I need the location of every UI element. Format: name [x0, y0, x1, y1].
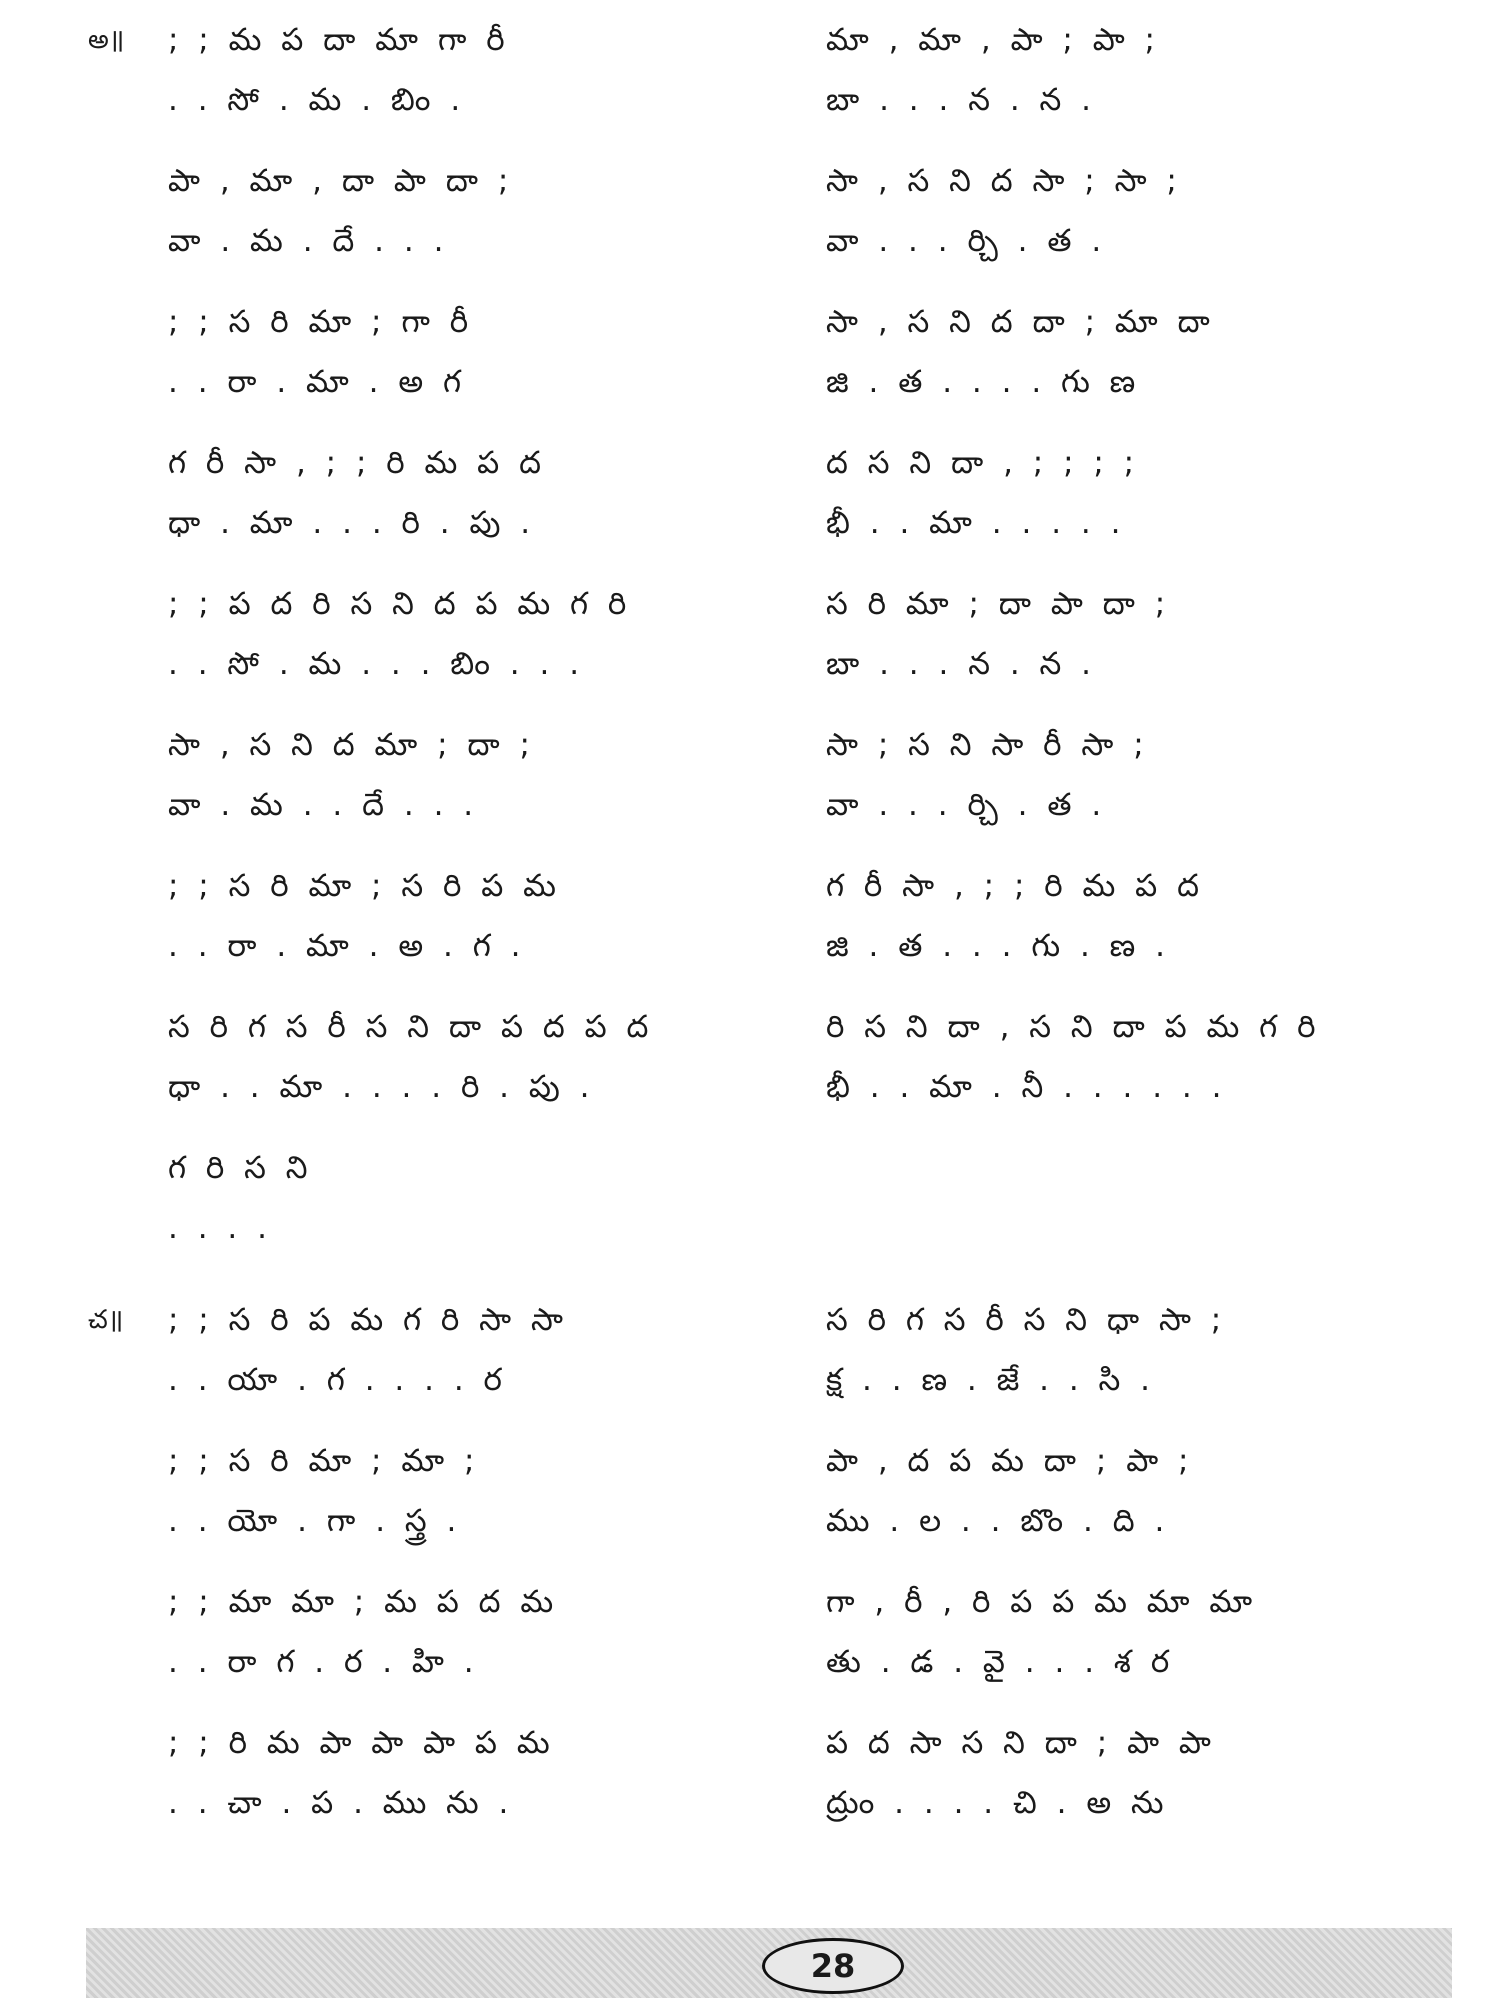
swara-line: ; ; స రి మా ; మా ;	[168, 1443, 480, 1479]
lyric-line: క్ష . . ణ . జే . . సి .	[826, 1362, 1156, 1398]
stanza	[826, 1290, 1466, 1431]
lyric-line: వా . మ . . దే . . .	[168, 787, 479, 823]
lyric-line: . . సో . మ . . . బిం . . .	[168, 646, 585, 682]
lyric-line: వా . మ . దే . . .	[168, 223, 449, 259]
lyric-line: . . . .	[168, 1210, 272, 1246]
lyric-line: . . యా . గ . . . . ర	[168, 1362, 507, 1398]
lyric-line: జి . త . . . గు . ణ .	[826, 928, 1170, 964]
stanza	[826, 574, 1466, 715]
stanza	[826, 433, 1466, 574]
left-column	[168, 10, 788, 1279]
swara-line: రి స ని దా , స ని దా ప మ గ రి	[826, 1009, 1321, 1045]
section-marker: అ॥	[88, 25, 125, 55]
stanza	[826, 1572, 1466, 1713]
swara-line: మా , మా , పా ; పా ;	[826, 22, 1160, 58]
stanza	[168, 574, 788, 715]
swara-line: సా , స ని ద దా ; మా దా	[826, 304, 1215, 340]
right-column	[826, 10, 1466, 1138]
swara-line: ; ; రి మ పా పా పా ప మ	[168, 1725, 555, 1761]
swara-line: పా , ద ప మ దా ; పా ;	[826, 1443, 1194, 1479]
swara-line: సా ; స ని సా రీ సా ;	[826, 727, 1149, 763]
section-anupallavi	[0, 10, 1500, 1246]
stanza	[168, 1713, 788, 1854]
swara-line: సా , స ని ద మా ; దా ;	[168, 727, 535, 763]
swara-line: పా , మా , దా పా దా ;	[168, 163, 514, 199]
stanza	[168, 1290, 788, 1431]
stanza	[168, 856, 788, 997]
lyric-line: బా . . . న . న .	[826, 82, 1097, 118]
page-number: 28	[762, 1938, 904, 1994]
swara-line: స రి మా ; దా పా దా ;	[826, 586, 1171, 622]
stanza	[826, 997, 1466, 1138]
stanza	[826, 856, 1466, 997]
swara-line: ప ద సా స ని దా ; పా పా	[826, 1725, 1216, 1761]
stanza	[826, 10, 1466, 151]
swara-line: ; ; మా మా ; మ ప ద మ	[168, 1584, 559, 1620]
stanza	[168, 10, 788, 151]
lyric-line: వా . . . ర్చి . త .	[826, 787, 1107, 823]
lyric-line: . . రా . మా . అ గ	[168, 364, 467, 400]
stanza	[826, 715, 1466, 856]
lyric-line: ధా . మా . . . రి . పు .	[168, 505, 536, 541]
lyric-line: . . యో . గా . స్త్ర .	[168, 1503, 462, 1539]
swara-line: ద స ని దా , ; ; ; ;	[826, 445, 1140, 481]
lyric-line: భీ . . మా . నీ . . . . . .	[826, 1069, 1227, 1105]
swara-line: గ రీ సా , ; ; రి మ ప ద	[826, 868, 1204, 904]
swara-line: ; ; స రి మా ; గా రీ	[168, 304, 474, 340]
lyric-line: . . చా . ప . ము ను .	[168, 1785, 514, 1821]
lyric-line: ము . ల . . బొం . ది .	[826, 1503, 1170, 1539]
lyric-line: ద్రుం . . . . చి . అ ను	[826, 1785, 1169, 1821]
stanza	[826, 292, 1466, 433]
swara-line: ; ; స రి ప మ గ రి సా సా	[168, 1302, 568, 1338]
lyric-line: తు . డ . వై . . . శ ర	[826, 1644, 1175, 1680]
swara-line: సా , స ని ద సా ; సా ;	[826, 163, 1182, 199]
section-charanam	[0, 1290, 1500, 1890]
lyric-line: భీ . . మా . . . . .	[826, 505, 1126, 541]
lyric-line: జి . త . . . . గు ణ	[826, 364, 1141, 400]
stanza	[168, 1431, 788, 1572]
swara-line: స రి గ స రీ స ని దా ప ద ప ద	[168, 1009, 654, 1045]
stanza	[826, 151, 1466, 292]
swara-line: ; ; మ ప దా మా గా రీ	[168, 22, 510, 58]
stanza	[826, 1713, 1466, 1854]
lyric-line: . . రా . మా . అ . గ .	[168, 928, 526, 964]
lyric-line: వా . . . ర్చి . త .	[826, 223, 1107, 259]
stanza	[168, 433, 788, 574]
swara-line: గా , రీ , రి ప ప మ మా మా	[826, 1584, 1258, 1620]
stanza	[168, 997, 788, 1138]
swara-line: గ రీ సా , ; ; రి మ ప ద	[168, 445, 546, 481]
lyric-line: బా . . . న . న .	[826, 646, 1097, 682]
lyric-line: . . సో . మ . బిం .	[168, 82, 466, 118]
swara-line: ; ; ప ద రి స ని ద ప మ గ రి	[168, 586, 632, 622]
stanza	[168, 292, 788, 433]
swara-line: స రి గ స రీ స ని ధా సా ;	[826, 1302, 1227, 1338]
left-column	[168, 1290, 788, 1854]
lyric-line: ధా . . మా . . . . రి . పు .	[168, 1069, 595, 1105]
stanza	[168, 151, 788, 292]
stanza	[168, 1138, 788, 1279]
lyric-line: . . రా గ . ర . హి .	[168, 1644, 479, 1680]
stanza	[168, 715, 788, 856]
right-column	[826, 1290, 1466, 1854]
stanza	[826, 1431, 1466, 1572]
swara-line: ; ; స రి మా ; స రి ప మ	[168, 868, 561, 904]
section-marker: చ॥	[88, 1305, 124, 1335]
stanza	[168, 1572, 788, 1713]
swara-line: గ రి స ని	[168, 1150, 313, 1186]
